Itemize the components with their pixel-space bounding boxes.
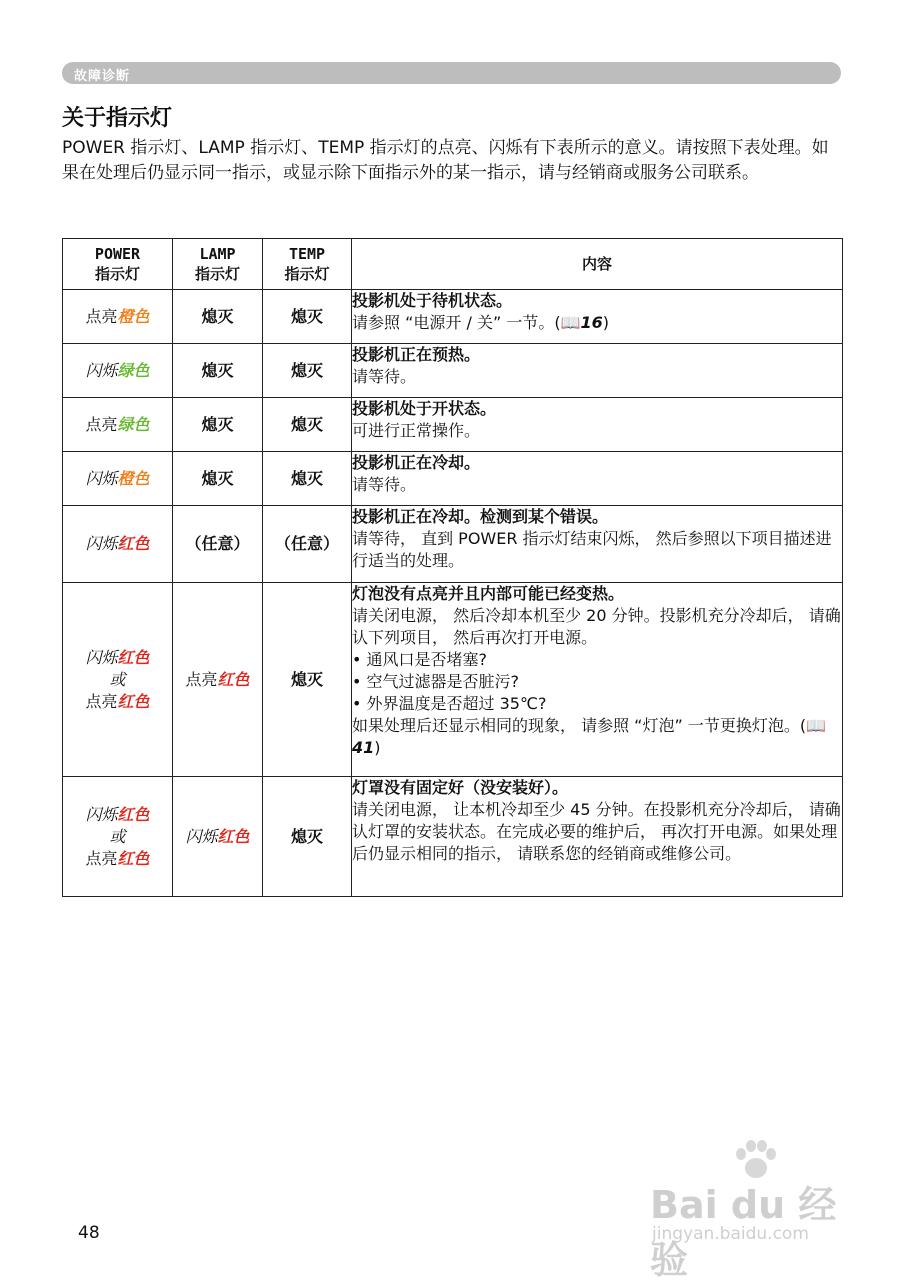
lamp-status: 熄灭 bbox=[173, 452, 263, 506]
table-row bbox=[63, 506, 843, 583]
content-cell: 投影机正在冷却。 请等待。 bbox=[352, 452, 843, 506]
temp-status: 熄灭 bbox=[263, 290, 352, 344]
content-heading: 投影机处于开状态。 bbox=[352, 399, 497, 418]
table-header-row bbox=[63, 239, 843, 290]
table-row bbox=[63, 344, 843, 398]
lamp-status: 点亮红色 bbox=[173, 583, 263, 777]
header-power: POWER 指示灯 bbox=[63, 239, 173, 290]
content-cell: 灯罩没有固定好（没安装好）。 请关闭电源， 让本机冷却至少 45 分钟。在投影机充分冷却后， 请确认灯罩的安装状态。在完成必要的维护后， 再次打开电源。如果处理后仍显示相同的指示， 请联系您的经销商或维修公司。 bbox=[352, 777, 843, 897]
content-cell: 投影机正在冷却。检测到某个错误。 请等待， 直到 POWER 指示灯结束闪烁， 然后参照以下项目描述进行适当的处理。 bbox=[352, 506, 843, 583]
page-title: 关于指示灯 bbox=[62, 106, 173, 131]
header-temp: TEMP 指示灯 bbox=[263, 239, 352, 290]
lamp-status: 闪烁红色 bbox=[173, 777, 263, 897]
section-label: 故障诊断 bbox=[74, 69, 131, 84]
content-heading: 投影机正在冷却。检测到某个错误。 bbox=[352, 507, 609, 526]
temp-status: 熄灭 bbox=[263, 452, 352, 506]
content-cell: 投影机处于开状态。 可进行正常操作。 bbox=[352, 398, 843, 452]
header-lamp: LAMP 指示灯 bbox=[173, 239, 263, 290]
power-status: 闪烁红色 bbox=[63, 506, 173, 583]
book-icon: 📖 bbox=[806, 716, 827, 735]
temp-status: 熄灭 bbox=[263, 777, 352, 897]
indicator-table bbox=[62, 238, 843, 897]
temp-status: （任意） bbox=[263, 506, 352, 583]
content-heading: 灯罩没有固定好（没安装好）。 bbox=[352, 778, 569, 797]
content-cell: 投影机处于待机状态。 请参照 “电源开 / 关” 一节。(📖16) bbox=[352, 290, 843, 344]
table-row bbox=[63, 583, 843, 777]
power-status: 点亮橙色 bbox=[63, 290, 173, 344]
content-cell: 投影机正在预热。 请等待。 bbox=[352, 344, 843, 398]
power-status: 点亮绿色 bbox=[63, 398, 173, 452]
page-number: 48 bbox=[78, 1223, 100, 1243]
content-heading: 投影机处于待机状态。 bbox=[352, 291, 513, 310]
header-content: 内容 bbox=[352, 239, 843, 290]
power-status: 闪烁绿色 bbox=[63, 344, 173, 398]
list-item: • 空气过滤器是否脏污? bbox=[352, 672, 520, 691]
intro-paragraph: POWER 指示灯、LAMP 指示灯、TEMP 指示灯的点亮、闪烁有下表所示的意义。请按照下表处理。如果在处理后仍显示同一指示，或显示除下面指示外的某一指示，请与经销商或服务公司联系。 bbox=[62, 138, 829, 183]
temp-status: 熄灭 bbox=[263, 398, 352, 452]
temp-status: 熄灭 bbox=[263, 344, 352, 398]
list-item: • 通风口是否堵塞? bbox=[352, 650, 488, 669]
table-row bbox=[63, 398, 843, 452]
lamp-status: 熄灭 bbox=[173, 344, 263, 398]
watermark-domain: jingyan.baidu.com bbox=[652, 1224, 809, 1244]
power-status: 闪烁红色 或 点亮红色 bbox=[63, 777, 173, 897]
table-row bbox=[63, 290, 843, 344]
content-heading: 投影机正在冷却。 bbox=[352, 453, 481, 472]
section-header-bar bbox=[62, 62, 841, 84]
lamp-status: 熄灭 bbox=[173, 290, 263, 344]
temp-status: 熄灭 bbox=[263, 583, 352, 777]
content-cell: 灯泡没有点亮并且内部可能已经变热。 请关闭电源， 然后冷却本机至少 20 分钟。投影机充分冷却后， 请确认下列项目， 然后再次打开电源。 • 通风口是否堵塞? • 空气过滤器是否脏污? • 外界温度是否超过 35℃? 如果处理后还显示相同的现象， 请参照 “灯泡” 一节更换灯泡。(📖41) bbox=[352, 583, 843, 777]
watermark-brand: Bai du 经验 bbox=[650, 1183, 837, 1282]
table-row bbox=[63, 777, 843, 897]
content-heading: 灯泡没有点亮并且内部可能已经变热。 bbox=[352, 584, 625, 603]
book-icon: 📖 bbox=[560, 313, 581, 332]
table-row bbox=[63, 452, 843, 506]
page-reference: 41 bbox=[352, 738, 375, 757]
content-heading: 投影机正在预热。 bbox=[352, 345, 481, 364]
lamp-status: 熄灭 bbox=[173, 398, 263, 452]
page-reference: 16 bbox=[580, 313, 603, 332]
lamp-status: （任意） bbox=[173, 506, 263, 583]
watermark bbox=[650, 1140, 850, 1282]
power-status: 闪烁红色 或 点亮红色 bbox=[63, 583, 173, 777]
power-status: 闪烁橙色 bbox=[63, 452, 173, 506]
list-item: • 外界温度是否超过 35℃? bbox=[352, 694, 547, 713]
